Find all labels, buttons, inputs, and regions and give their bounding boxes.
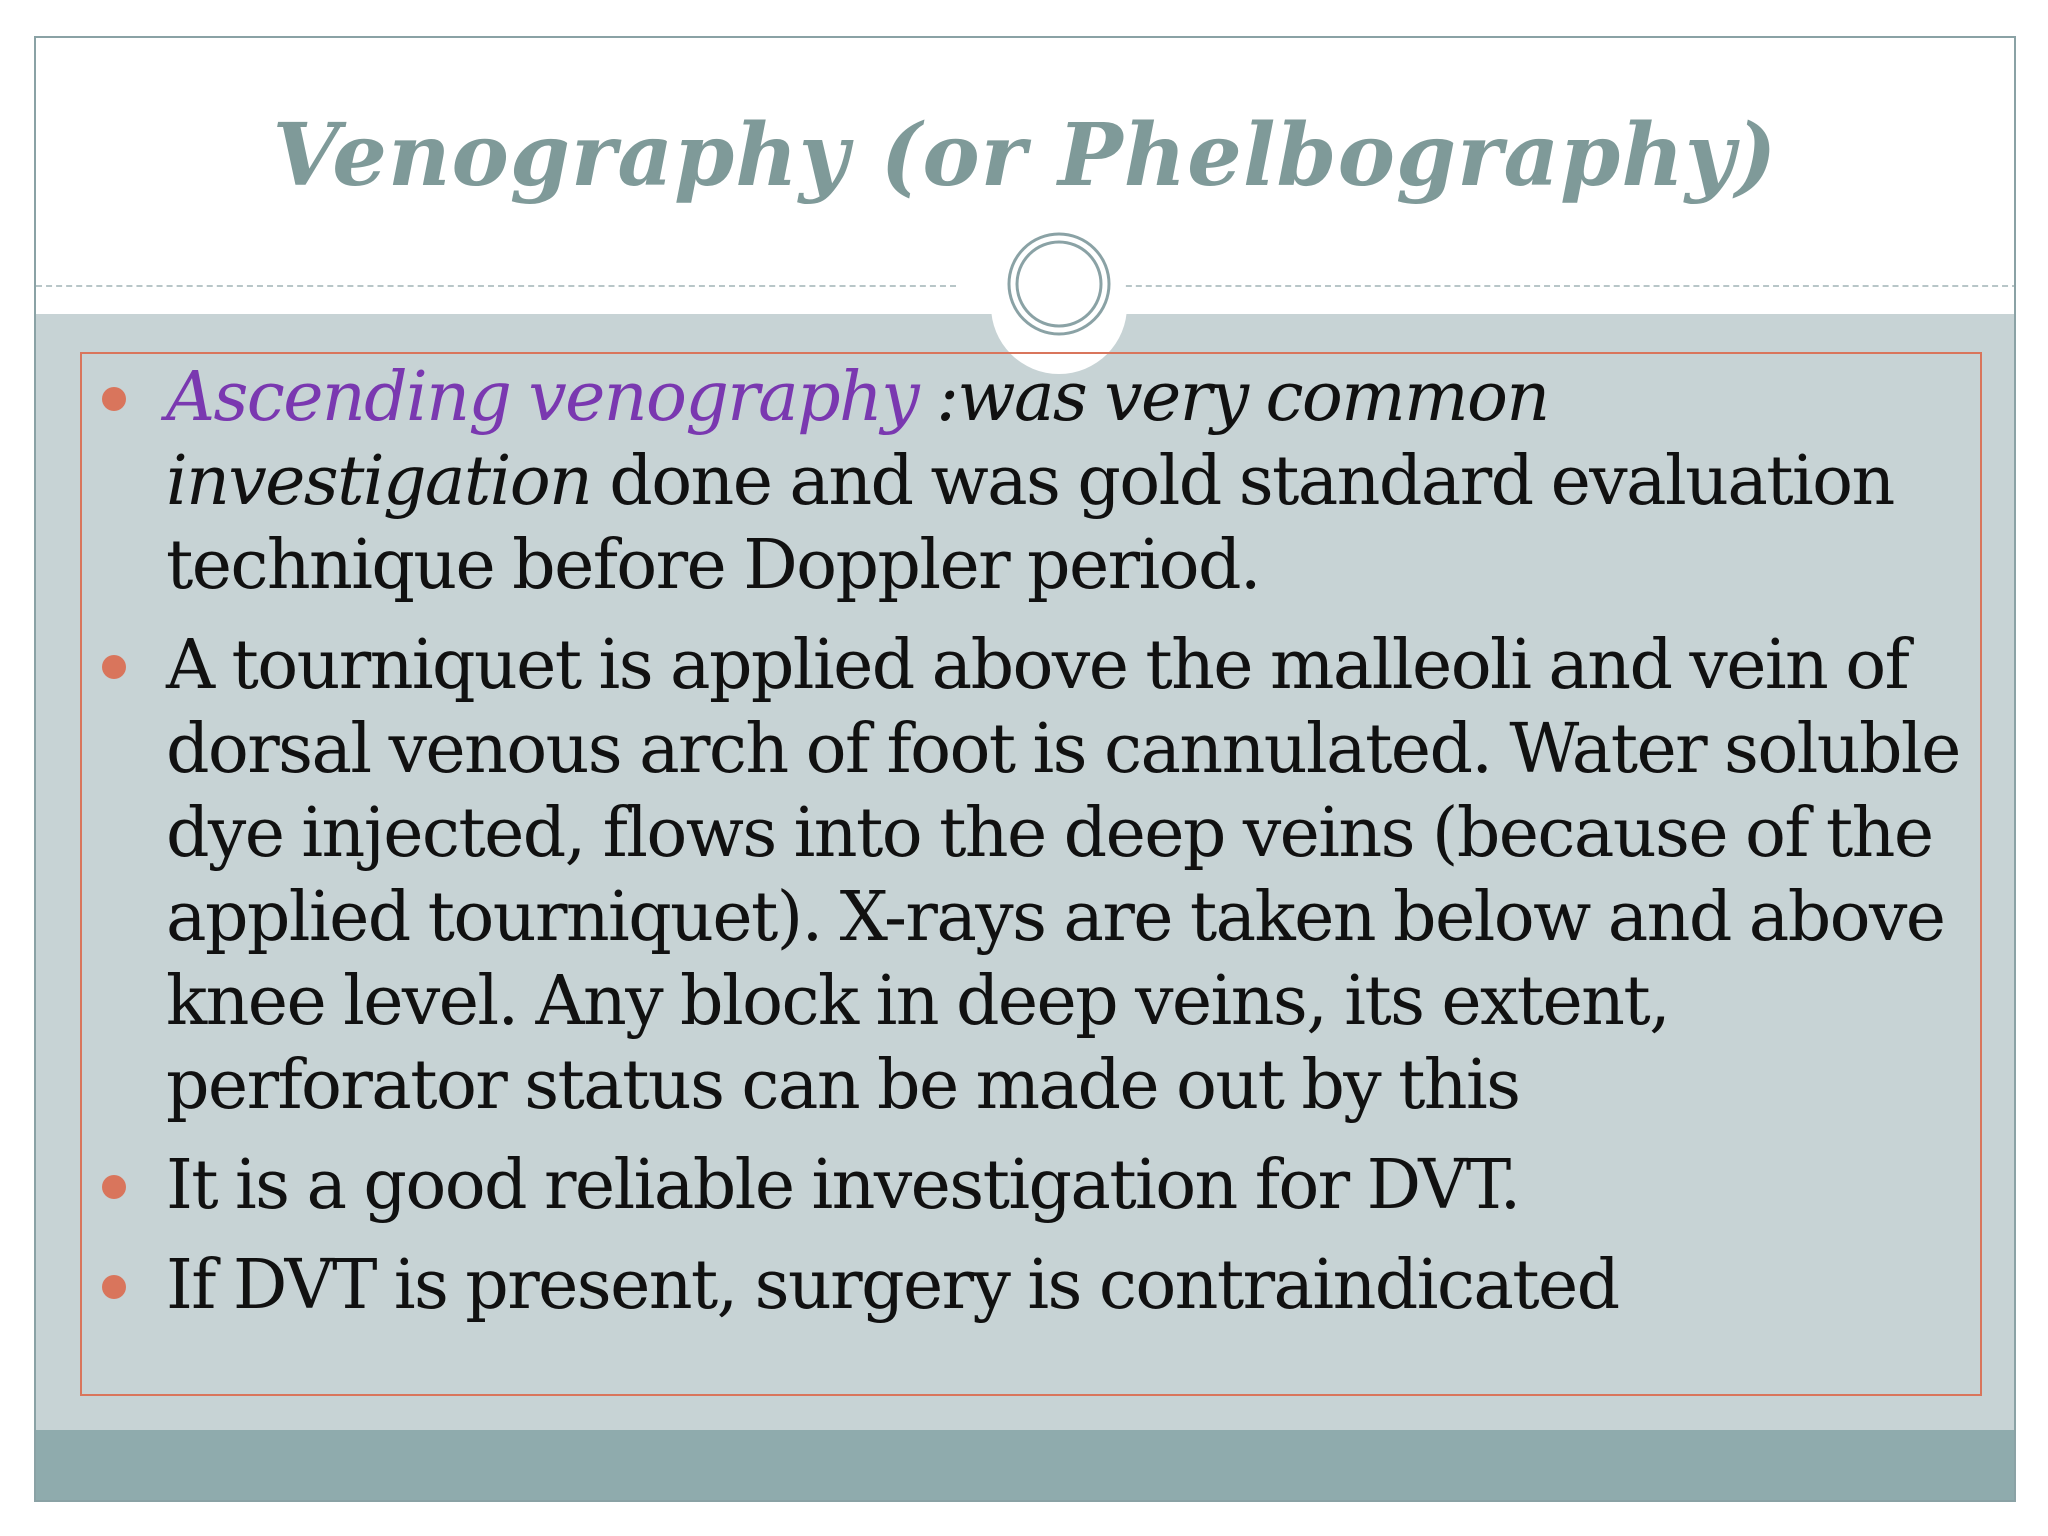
slide-title: Venography (or Phelbography) <box>272 105 1778 206</box>
title-divider-left <box>36 285 956 287</box>
bullet-icon <box>102 1175 126 1199</box>
bullet-2-text: A tourniquet is applied above the malleoli and vein of dorsal venous arch of foot is cannulated. Water soluble dye injected, flows into the deep veins (because of the applied tourniquet). X-rays are taken below and above knee level. Any block in deep veins, its extent, perforator status can be made out by this <box>166 626 1960 1125</box>
bullet-icon <box>102 387 126 411</box>
bullet-4-text: If DVT is present, surgery is contraindicated <box>166 1246 1619 1325</box>
bullet-1-italic-text: :was very common investigation <box>166 358 1549 521</box>
title-divider-right <box>1096 285 2016 287</box>
bullet-item-2 <box>82 624 1980 1128</box>
bullet-icon <box>102 655 126 679</box>
bullet-item-1 <box>82 356 1980 608</box>
slide <box>34 36 2016 1502</box>
term-ascending-venography: Ascending venography <box>166 358 919 437</box>
footer-bar <box>36 1430 2014 1502</box>
bullet-3-text: It is a good reliable investigation for DVT. <box>166 1146 1520 1225</box>
double-ring-ornament-icon <box>1006 231 1112 337</box>
bullet-1-text: done and was gold standard evaluation technique before Doppler period. <box>166 442 1894 605</box>
bullet-list <box>82 356 1980 1344</box>
bullet-icon <box>102 1275 126 1299</box>
bullet-item-3 <box>82 1144 1980 1228</box>
bullet-item-4 <box>82 1244 1980 1328</box>
content-box <box>80 352 1982 1396</box>
